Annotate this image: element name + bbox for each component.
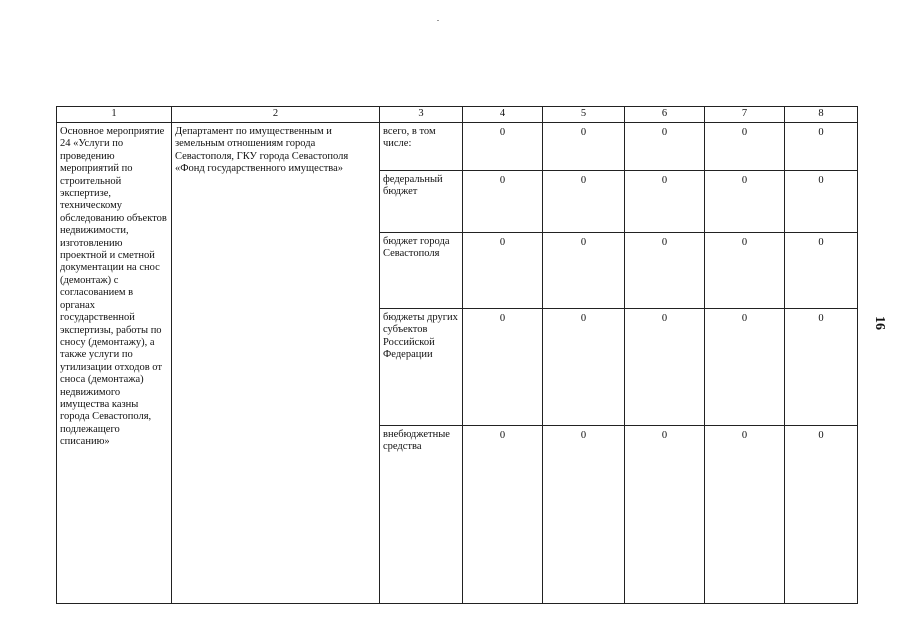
value-cell: 0: [705, 123, 785, 171]
value-cell: 0: [463, 171, 543, 233]
value-cell: 0: [543, 123, 625, 171]
column-number-header: [57, 107, 858, 123]
value-cell: 0: [705, 309, 785, 426]
value-cell: 0: [543, 426, 625, 604]
measure-description: Основное мероприятие 24 «Услуги по проведению мероприятий по строительной экспертизе, техническому обследованию объектов недвижимости, изготовлению проектной и сметной документации на снос (демонтаж) с согласованием в органах государственной экспертизы, работы по сносу (демонтажу), а также услуги по утилизации отходов от сноса (демонтажа) недвижимого имущества казны города Севастополя, подлежащего списанию»: [57, 123, 172, 604]
executor-description: Департамент по имущественным и земельным отношениям города Севастополя, ГКУ города Севастополя «Фонд государственного имущества»: [172, 123, 380, 604]
value-cell: 0: [543, 309, 625, 426]
value-cell: 0: [625, 233, 705, 309]
value-cell: 0: [463, 233, 543, 309]
value-cell: 0: [625, 309, 705, 426]
value-cell: 0: [625, 171, 705, 233]
funding-source: федеральный бюджет: [380, 171, 463, 233]
funding-source: бюджеты других субъектов Российской Федерации: [380, 309, 463, 426]
header-cell: 6: [625, 107, 705, 123]
funding-source: всего, в том числе:: [380, 123, 463, 171]
table-row: [57, 123, 858, 171]
value-cell: 0: [463, 123, 543, 171]
value-cell: 0: [705, 171, 785, 233]
header-cell: 4: [463, 107, 543, 123]
value-cell: 0: [463, 309, 543, 426]
value-cell: 0: [705, 426, 785, 604]
funding-source: внебюджетные средства: [380, 426, 463, 604]
value-cell: 0: [625, 426, 705, 604]
header-cell: 8: [785, 107, 858, 123]
value-cell: 0: [785, 426, 858, 604]
page-number: 16: [872, 316, 887, 330]
header-cell: 7: [705, 107, 785, 123]
funding-source: бюджет города Севастополя: [380, 233, 463, 309]
value-cell: 0: [543, 233, 625, 309]
scan-speck: [437, 20, 439, 21]
budget-table: [56, 106, 858, 604]
value-cell: 0: [785, 171, 858, 233]
header-cell: 5: [543, 107, 625, 123]
header-cell: 3: [380, 107, 463, 123]
value-cell: 0: [625, 123, 705, 171]
value-cell: 0: [705, 233, 785, 309]
value-cell: 0: [785, 309, 858, 426]
value-cell: 0: [463, 426, 543, 604]
header-cell: 2: [172, 107, 380, 123]
header-cell: 1: [57, 107, 172, 123]
value-cell: 0: [785, 233, 858, 309]
value-cell: 0: [785, 123, 858, 171]
value-cell: 0: [543, 171, 625, 233]
